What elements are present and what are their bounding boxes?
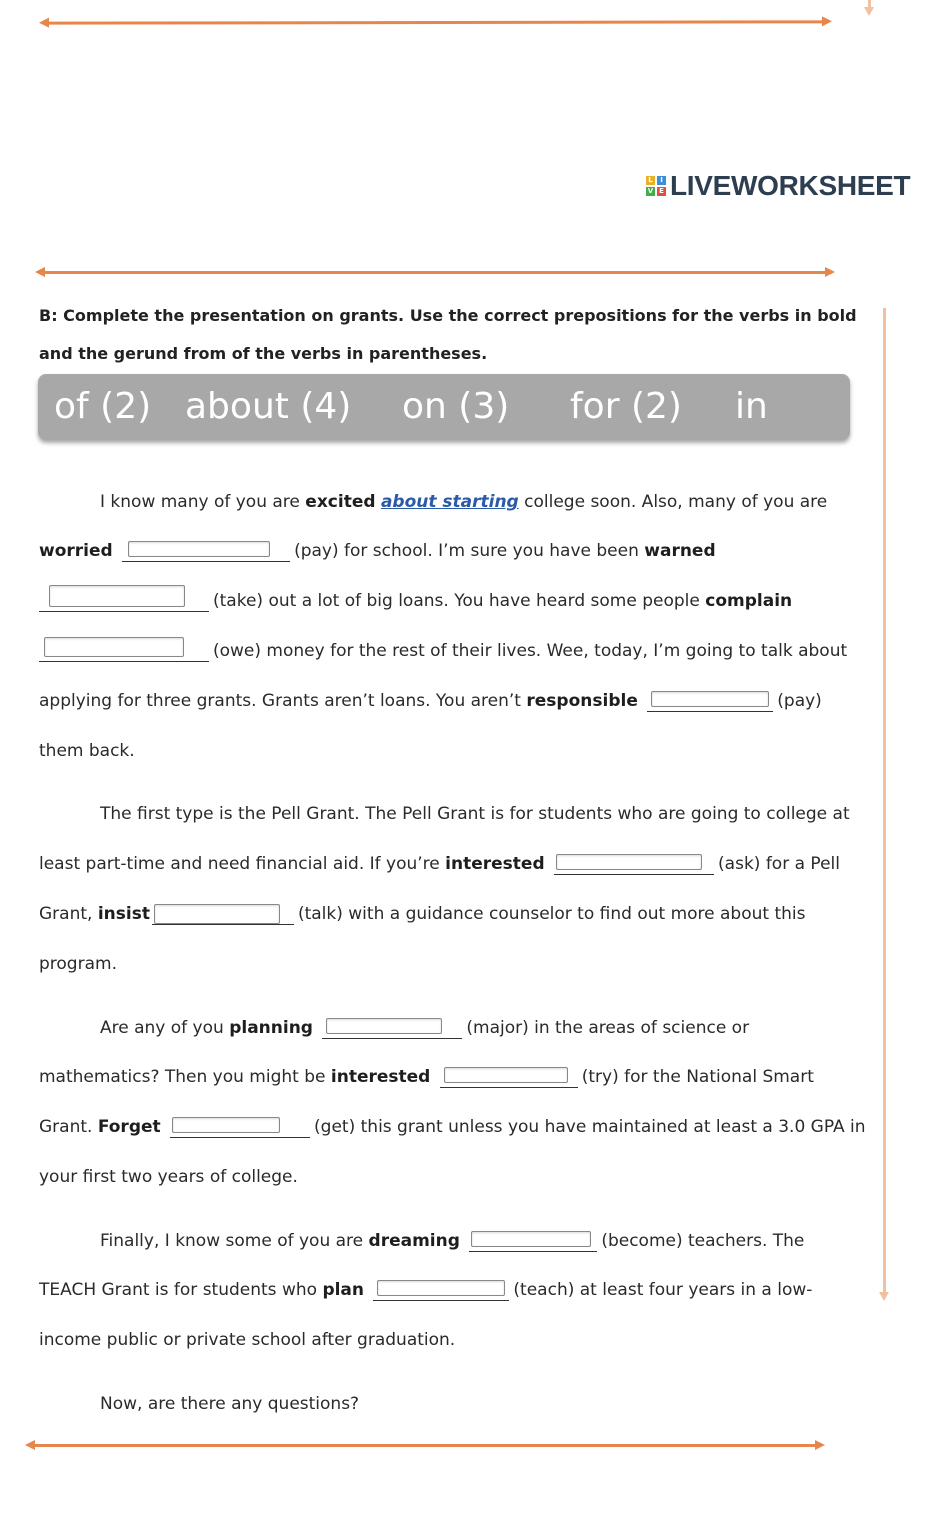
logo-mark-icon [646,176,666,196]
text-segment: I know many of you are [100,492,306,512]
text-segment: (major) in the areas of science or [466,1018,750,1038]
text-line [39,688,822,714]
bold-verb: excited [305,492,376,512]
text-segment: TEACH Grant is for students who [39,1280,323,1300]
logo-mark-l: L [646,176,655,185]
answer-blank [322,1018,462,1039]
bold-verb: interested [330,1067,431,1087]
text-segment: (pay) for school. I’m sure you have been [294,541,645,561]
answer-input[interactable] [471,1231,591,1247]
answer-blank [39,641,209,662]
text-segment: college soon. Also, many of you are [518,492,828,512]
answer-input[interactable] [651,691,769,707]
bold-verb: planning [229,1018,313,1038]
bold-verb: complain [705,591,793,611]
text-line [39,851,840,877]
answer-input[interactable] [326,1018,442,1034]
right-margin-line [883,308,886,1293]
answer-blank [440,1067,578,1088]
bold-verb: worried [39,541,113,561]
bold-verb: interested [445,854,545,874]
logo-mark-e: E [657,187,666,196]
text-segment: (become) teachers. The [601,1231,805,1251]
instructions-line-2: and the gerund from of the verbs in parentheses. [39,344,488,363]
text-line: Now, are there any questions? [100,1394,360,1414]
text-line: them back. [39,741,135,761]
text-segment: applying for three grants. Grants aren’t loans. You aren’t [39,691,527,711]
answer-blank [469,1231,597,1252]
word-bank-item: on (3) [402,386,510,427]
bottom-divider [34,1444,816,1447]
text-line [39,538,716,564]
text-segment: (owe) money for the rest of their lives. Wee, today, I’m going to talk about [213,641,848,661]
bold-verb: dreaming [368,1231,460,1251]
answer-blank [373,1280,509,1301]
text-segment: (get) this grant unless you have maintained at least a 3.0 GPA in [314,1117,866,1137]
answer-input[interactable] [172,1117,280,1133]
text-segment: Grant, [39,904,98,924]
word-bank-item: about (4) [185,386,352,427]
word-bank-item: for (2) [570,386,682,427]
text-line [39,901,805,927]
text-segment: (talk) with a guidance counselor to find out more about this [297,904,806,924]
answer-blank [647,691,773,712]
text-line [100,1015,749,1041]
instructions-line-1: B: Complete the presentation on grants. Use the correct prepositions for the verbs in bold [39,306,857,325]
corner-arrow [868,0,871,8]
text-segment: (ask) for a Pell [718,854,840,874]
bold-verb: warned [644,541,716,561]
bold-verb: insist [97,904,150,924]
logo-text: LIVEWORKSHEET [670,170,911,201]
word-bank-item: of (2) [54,386,152,427]
text-line [100,489,827,515]
text-line: your first two years of college. [39,1167,298,1187]
text-segment: (pay) [777,691,822,711]
example-answer: about starting [380,492,519,512]
answer-input[interactable] [49,585,185,607]
text-line: program. [39,954,117,974]
bold-verb: Forget [97,1117,161,1137]
top-divider [48,20,823,24]
answer-blank [122,541,290,562]
text-line [100,1228,804,1254]
answer-input[interactable] [44,637,184,657]
text-segment: mathematics? Then you might be [39,1067,331,1087]
answer-blank [554,854,714,875]
text-segment: (try) for the National Smart [581,1067,814,1087]
text-line [39,1064,814,1090]
answer-input[interactable] [154,904,280,924]
answer-blank [170,1117,310,1138]
logo-mark-i: I [657,176,666,185]
text-line: The first type is the Pell Grant. The Pell Grant is for students who are going to college at [100,804,850,824]
answer-input[interactable] [128,541,270,557]
text-line [39,588,792,614]
text-segment: (teach) at least four years in a low- [513,1280,813,1300]
text-segment: Grant. [39,1117,98,1137]
word-bank [38,374,850,440]
text-segment: Are any of you [100,1018,230,1038]
bold-verb: plan [322,1280,365,1300]
answer-input[interactable] [444,1067,568,1083]
word-bank-item: in [735,386,768,427]
text-line: income public or private school after graduation. [39,1330,456,1350]
text-line [39,1114,866,1140]
liveworksheets-logo [646,170,910,202]
text-line [39,1277,812,1303]
bold-verb: responsible [526,691,638,711]
text-line [39,638,847,664]
answer-input[interactable] [556,854,702,870]
logo-mark-v: V [647,187,654,195]
text-segment: Finally, I know some of you are [100,1231,369,1251]
text-segment: least part-time and need financial aid. If you’re [39,854,446,874]
answer-input[interactable] [377,1280,505,1296]
answer-blank [39,591,209,612]
section-divider [44,271,826,274]
text-segment: (take) out a lot of big loans. You have heard some people [213,591,706,611]
answer-blank [152,904,294,925]
